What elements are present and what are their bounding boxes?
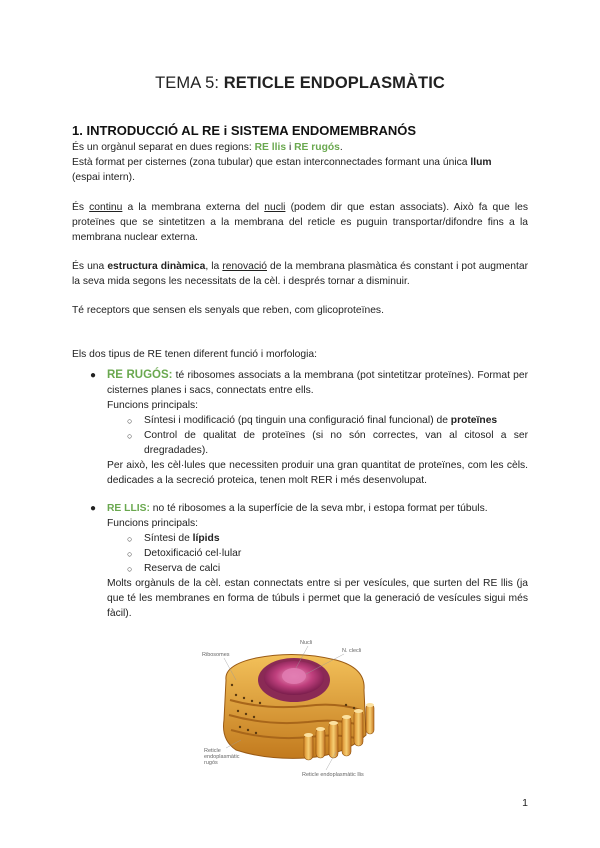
- label-ribosomes: Ribosomes: [202, 652, 230, 658]
- label-nucleus: Nucli: [300, 640, 313, 646]
- rough-er-function-2: Control de qualitat de proteïnes (si no són correctes, van al citosol a ser dregradades).: [144, 430, 528, 456]
- er-illustration: [196, 640, 396, 782]
- label-rough-er: Reticle endoplasmàtic rugós: [204, 748, 240, 766]
- sub-bullet-circle: ○: [127, 534, 133, 544]
- bullet-dot: ●: [90, 503, 97, 514]
- nucleolus-shape: [282, 668, 306, 684]
- paragraph-intro: És un orgànul separat en dues regions: RE llis i RE rugós. Està format per cisternes (zona tubular) que estan interconnectades formant una única llum (espai intern).: [72, 142, 492, 183]
- paragraph-types: Els dos tipus de RE tenen diferent funció i morfologia:: [72, 349, 317, 360]
- smooth-er-function-1: Síntesi de lípids: [144, 533, 220, 544]
- sub-bullet-circle: ○: [127, 416, 133, 426]
- bullet-dot: ●: [90, 370, 97, 381]
- page-number: 1: [522, 797, 528, 809]
- bullet-smooth-er: RE LLIS: no té ribosomes a la superfície de la seva mbr, i estopa format per túbuls. Funcions principals:: [107, 503, 488, 529]
- smooth-er-function-2: Detoxificació cel·lular: [144, 548, 242, 559]
- paragraph-dynamic: És una estructura dinàmica, la renovació de la membrana plasmàtica és constant i pot augmentar la seva mida segons les necessitats de la cèl. i després tornar a disminuir.: [72, 261, 528, 287]
- rough-er-function-1: Síntesi i modificació (pq tinguin una configuració final funcional) de proteïnes: [144, 415, 498, 426]
- sub-bullet-circle: ○: [127, 549, 133, 559]
- paragraph-continuity: És continu a la membrana externa del nucli (podem dir que estan associats). Això fa que les proteïnes que se sintetitzen a la membrana del reticle es puguin transportar/difondre fins a la membrana nuclear externa.: [72, 202, 528, 243]
- sub-bullet-circle: ○: [127, 431, 133, 441]
- label-smooth-er: Reticle endoplasmàtic llis: [302, 772, 364, 778]
- paragraph-receptors: Té receptors que sensen els senyals que reben, com glicoproteïnes.: [72, 305, 384, 316]
- rough-er-conclusion: Per això, les cèl·lules que necessiten produir una gran quantitat de proteïnes, com les cèls. dedicades a la secreció proteica, tenen molt RER i més desenvolupat.: [107, 460, 528, 486]
- page-title: TEMA 5: RETICLE ENDOPLASMÀTIC: [155, 74, 445, 92]
- label-nucleolus: N. clecli: [342, 648, 362, 654]
- sub-bullet-circle: ○: [127, 564, 133, 574]
- smooth-er-conclusion: Molts orgànuls de la cèl. estan connectats entre si per vesícules, que surten del RE llis (ja que té les membranes en forma de túbuls i permet que la generació de vesícules sigui més fàcil).: [107, 578, 528, 619]
- section-heading: 1. INTRODUCCIÓ AL RE i SISTEMA ENDOMEMBRANÓS: [72, 123, 417, 138]
- bullet-rough-er: RE RUGÓS: té ribosomes associats a la membrana (pot sintetitzar proteïnes). Format per cisternes planes i sacs, connectats entre ells. Funcions principals:: [107, 369, 528, 411]
- smooth-er-function-3: Reserva de calci: [144, 563, 221, 574]
